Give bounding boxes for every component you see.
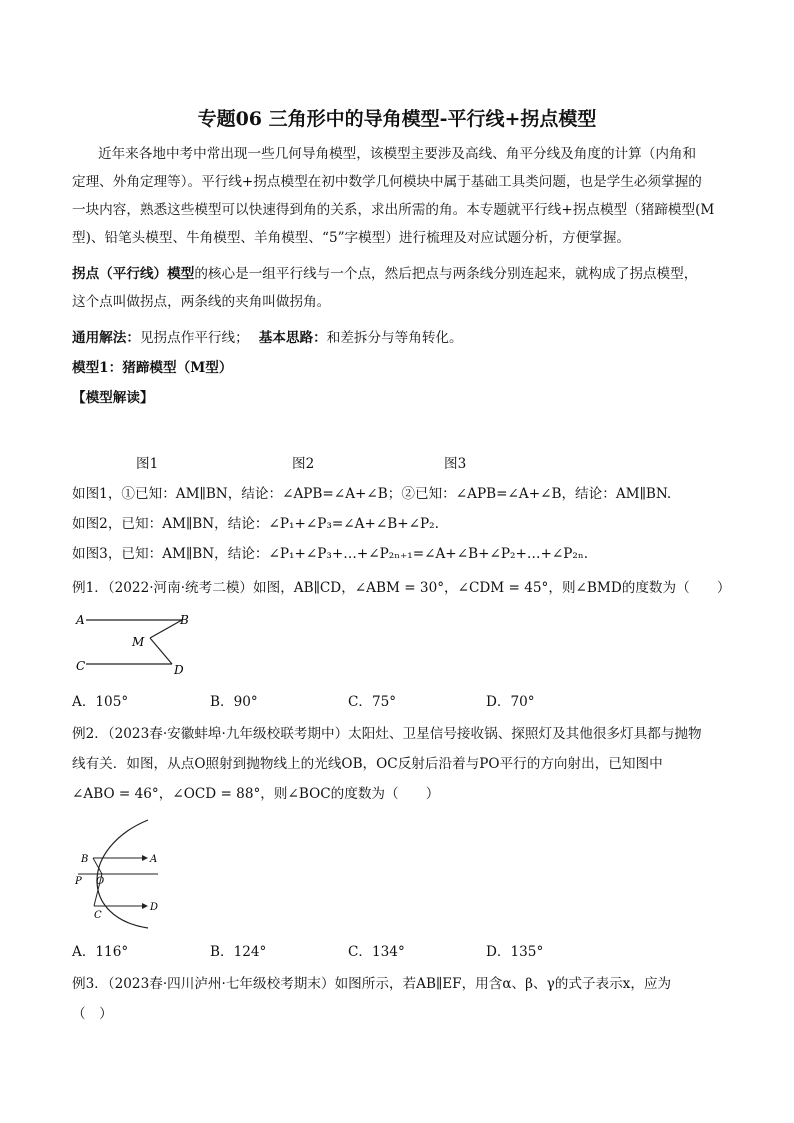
guaidian-term: 拐点（平行线）模型: [72, 266, 195, 282]
example-1-figure: [72, 608, 202, 680]
example-2-question: 例2．（2023春·安徽蚌埠·九年级校联考期中）太阳灶、卫星信号接收锅、探照灯及其他很多灯具都与抛物: [72, 726, 702, 742]
ex1-option-a: A．105°: [72, 694, 129, 710]
conclusion-2: 如图2，已知：AM∥BN，结论：∠P₁+∠P₃=∠A+∠B+∠P₂.: [72, 516, 439, 532]
point-label-a: A: [76, 613, 85, 627]
example-2-question-line: ∠ABO = 46°，∠OCD = 88°，则∠BOC的度数为（ ）: [72, 786, 440, 802]
model-reading-heading: 【模型解读】: [72, 390, 154, 406]
intro-line: 近年来各地中考中常出现一些几何导角模型，该模型主要涉及高线、角平分线及角度的计算（内角和: [98, 146, 697, 162]
example-2-figure: [72, 818, 182, 930]
guaidian-definition: [72, 260, 697, 288]
point-label-p: P: [75, 876, 82, 887]
page-title: 专题06 三角形中的导角模型-平行线+拐点模型: [197, 108, 597, 130]
intro-line: 定理、外角定理等）。平行线+拐点模型在初中数学几何模块中属于基础工具类问题，也是学生必须掌握的: [72, 174, 702, 190]
figure-label-1: 图1: [136, 456, 159, 472]
point-label-d: D: [174, 663, 184, 677]
idea-label: 基本思路：: [258, 330, 327, 346]
conclusion-3: 如图3，已知：AM∥BN，结论：∠P₁+∠P₃+…+∠P₂ₙ₊₁=∠A+∠B+∠P₂+…+∠P₂ₙ.: [72, 546, 589, 562]
point-label-c: C: [76, 659, 86, 673]
ex2-option-b: B．124°: [210, 944, 267, 960]
figure-label-2: 图2: [292, 456, 315, 472]
point-label-c: C: [94, 910, 102, 921]
ex1-option-c: C．75°: [348, 694, 397, 710]
example-2-question-line: 线有关．如图，从点O照射到抛物线上的光线OB，OC反射后沿着与PO平行的方向射出，已知图中: [72, 756, 663, 772]
point-label-b: B: [81, 854, 89, 865]
method-label: 通用解法：: [72, 330, 140, 346]
model1-heading: 模型1：猪蹄模型（M型）: [72, 360, 233, 376]
guaidian-line: 这个点叫做拐点，两条线的夹角叫做拐角。: [72, 294, 331, 310]
ex2-option-a: A．116°: [72, 944, 129, 960]
example-1-question: 例1．（2022·河南·统考二模）如图，AB∥CD，∠ABM = 30°，∠CDM = 45°，则∠BMD的度数为（ ）: [72, 580, 731, 596]
method-text: 见拐点作平行线；: [139, 330, 249, 346]
ex1-option-d: D．70°: [486, 694, 535, 710]
example-3-paren: （ ）: [72, 1006, 113, 1022]
conclusion-1: 如图1，①已知：AM∥BN，结论：∠APB=∠A+∠B；②已知：∠APB=∠A+∠B，结论：AM∥BN.: [72, 486, 672, 502]
point-label-m: M: [132, 635, 145, 649]
guaidian-text: 的核心是一组平行线与一个点，然后把点与两条线分别连起来，就构成了拐点模型，: [194, 266, 698, 282]
figure-label-3: 图3: [444, 456, 467, 472]
example-3-question: 例3．（2023春·四川泸州·七年级校考期末）如图所示，若AB∥EF，用含α、β、γ的式子表示x，应为: [72, 976, 672, 992]
point-label-b: B: [180, 613, 189, 627]
intro-line: 型)、铅笔头模型、牛角模型、羊角模型、“5”字模型）进行梳理及对应试题分析，方便掌握。: [72, 230, 631, 246]
point-label-o: O: [96, 876, 105, 887]
intro-line: 一块内容，熟悉这些模型可以快速得到角的关系，求出所需的角。本专题就平行线+拐点模型（猪蹄模型(M: [72, 202, 715, 218]
point-label-a: A: [150, 854, 158, 865]
ex1-option-b: B．90°: [210, 694, 258, 710]
ex2-option-c: C．134°: [348, 944, 405, 960]
point-label-d: D: [150, 902, 159, 913]
idea-text: 和差拆分与等角转化。: [326, 330, 463, 346]
method-line: [72, 324, 463, 352]
ex2-option-d: D．135°: [486, 944, 544, 960]
